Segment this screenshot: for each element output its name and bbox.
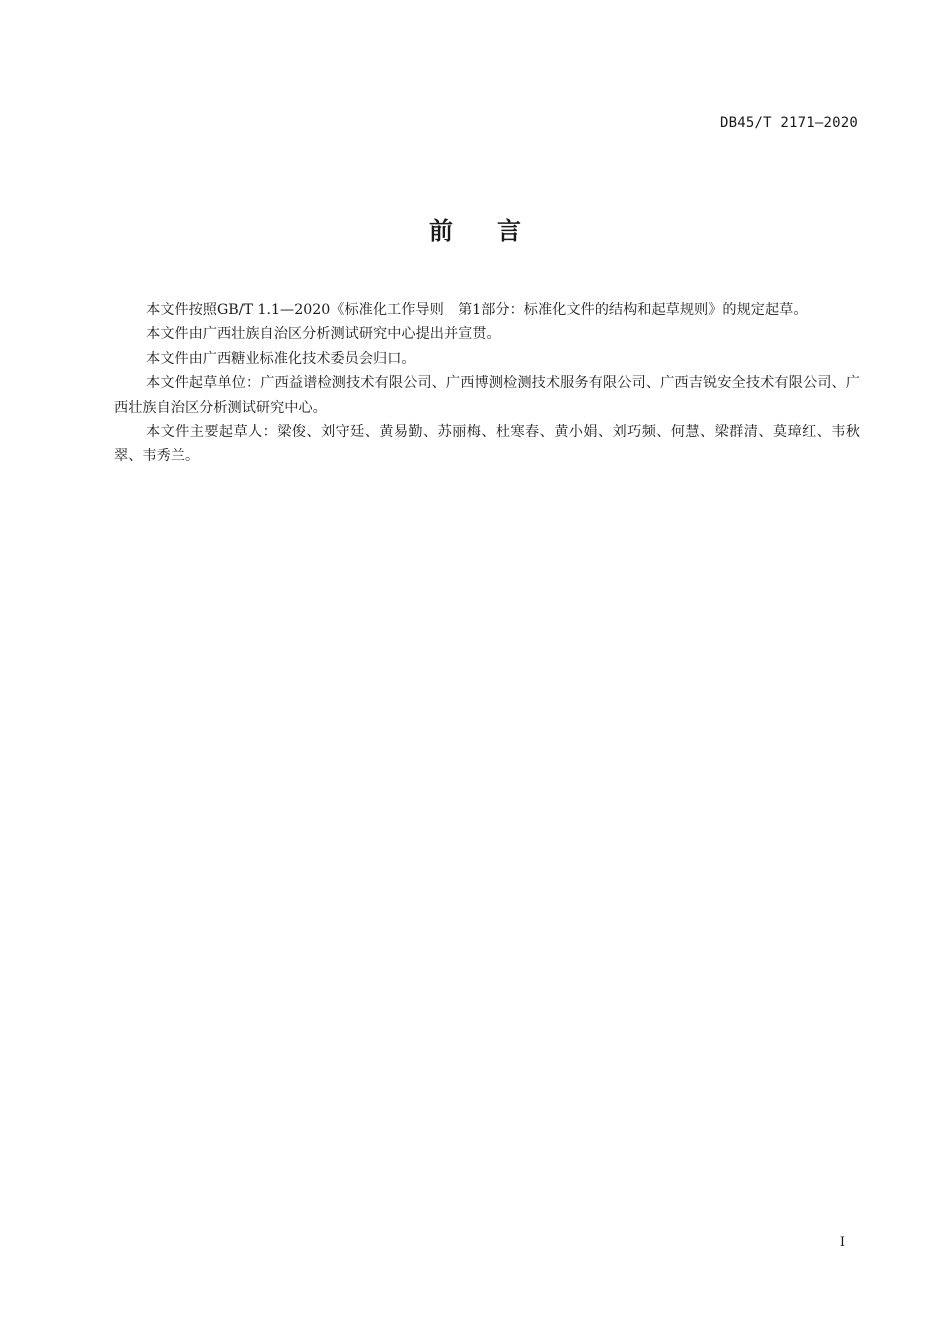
paragraph-committee: 本文件由广西糖业标准化技术委员会归口。 [146,350,416,367]
paragraph-proposer: 本文件由广西壮族自治区分析测试研究中心提出并宣贯。 [146,326,501,343]
section-title-foreword: 前言 [429,217,565,245]
paragraph-drafting-rules: 本文件按照GB/T 1.1—2020《标准化工作导则 第1部分：标准化文件的结构和起草规则》的规定起草。 [146,302,808,318]
paragraph-drafting-units: 本文件起草单位：广西益谱检测技术有限公司、广西博测检测技术服务有限公司、广西吉锐安全技术有限公司、广西壮族自治区分析测试研究中心。 [114,375,860,416]
paragraph-drafters: 本文件主要起草人：梁俊、刘守廷、黄易勤、苏丽梅、杜寒春、黄小娟、刘巧频、何慧、梁群清、莫璋红、韦秋翠、韦秀兰。 [114,424,860,465]
foreword-body [114,298,860,469]
page-number: I [839,1235,845,1250]
document-code: DB45/T 2171—2020 [719,115,858,131]
